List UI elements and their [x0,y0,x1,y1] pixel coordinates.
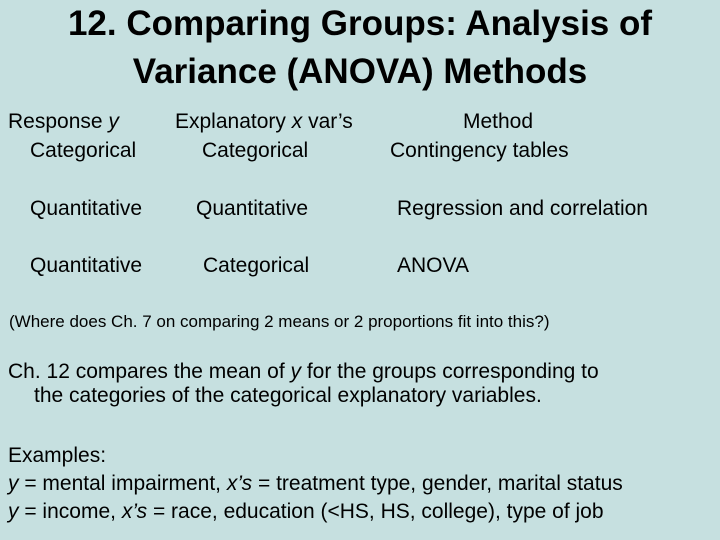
example-1-x-var: x’s [226,472,253,495]
example-2 [8,498,623,526]
header-explanatory-text: Explanatory [175,110,292,133]
slide-title [0,0,720,96]
note-text: (Where does Ch. 7 on comparing 2 means or 2 proportions fit into this?) [9,312,550,331]
header-explanatory-var: x [291,110,303,133]
examples-section [8,442,623,526]
row-2-explanatory: Quantitative [196,197,309,220]
summary-paragraph [8,360,599,408]
row-1-method: Contingency tables [390,139,569,162]
header-response [8,108,119,136]
header-response-text: Response [8,110,109,133]
example-2-x-text: = race, education (<HS, HS, college), type of job [147,500,604,523]
header-response-var: y [108,110,119,133]
examples-heading: Examples: [8,444,107,467]
example-2-x-var: x’s [121,500,148,523]
row-3-explanatory: Categorical [203,254,310,277]
example-1 [8,470,623,498]
row-3-method: ANOVA [397,254,469,277]
row-3-response: Quantitative [30,254,143,277]
summary-line-1 [8,360,599,384]
example-2-y-text: = income, [18,500,122,523]
row-2-response: Quantitative [30,197,143,220]
summary-text-2: for the groups corresponding to [301,360,599,383]
example-1-y-text: = mental impairment, [18,472,227,495]
header-explanatory-suffix: var’s [302,110,353,133]
summary-line-2: the categories of the categorical explanatory variables. [34,384,542,407]
title-line-1: 12. Comparing Groups: Analysis of [67,4,653,43]
summary-text-1: Ch. 12 compares the mean of [8,360,291,383]
row-2-method: Regression and correlation [397,197,648,220]
example-1-x-text: = treatment type, gender, marital status [252,472,623,495]
title-line-2: Variance (ANOVA) Methods [132,52,588,91]
header-explanatory [175,108,353,136]
row-1-response: Categorical [30,139,137,162]
row-1-explanatory: Categorical [202,139,309,162]
header-method: Method [463,110,534,133]
example-2-y-var: y [8,500,19,523]
summary-var: y [290,360,301,383]
example-1-y-var: y [8,472,19,495]
